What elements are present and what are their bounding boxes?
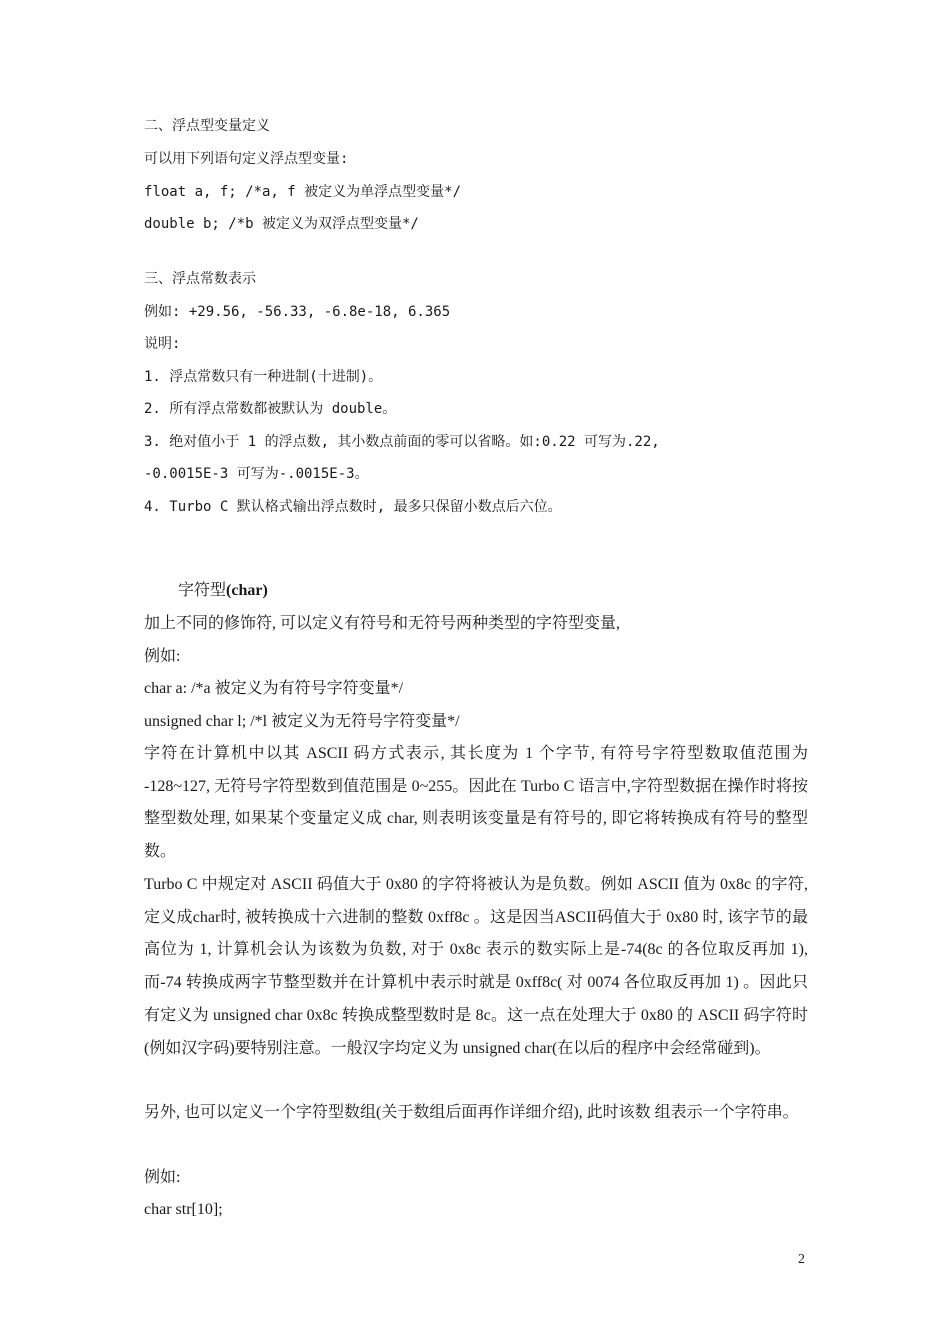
note-item-3-continued: -0.0015E-3 可写为-.0015E-3。 (144, 466, 369, 482)
float-constants-example: 例如: +29.56, -56.33, -6.8e-18, 6.365 (144, 304, 451, 320)
float-intro-text: 可以用下列语句定义浮点型变量: (144, 151, 349, 167)
code-line-char: char a: /*a 被定义为有符号字符变量*/ (144, 680, 404, 697)
note-item-1: 1. 浮点常数只有一种进制(十进制)。 (144, 369, 383, 385)
char-heading-keyword: (char) (226, 582, 268, 599)
note-item-3: 3. 绝对值小于 1 的浮点数, 其小数点前面的零可以省略。如:0.22 可写为.22, (144, 434, 660, 450)
char-example-label-2: 例如: (144, 1169, 181, 1186)
notes-label: 说明: (144, 336, 181, 352)
char-paragraph-ascii: 字符在计算机中以其 ASCII 码方式表示, 其长度为 1 个字节, 有符号字符型数取值范围为 -128~127, 无符号字符型数到值范围是 0~255。因此在 Turbo C 语言中,字符型数据在操作时将按整型数处理, 如果某个变量定义成 char, 则表明该变量是有符号的, 即它将转换成有符号的整型数。 (144, 745, 808, 861)
char-example-label: 例如: (144, 648, 181, 665)
char-paragraph-negative: Turbo C 中规定对 ASCII 码值大于 0x80 的字符将被认为是负数。例如 ASCII 值为 0x8c 的字符, 定义成char时, 被转换成十六进制的整数 0xff8c 。这是因当ASCII码值大于 0x80 时, 该字节的最高位为 1, 计算机会认为该数为负数, 对于 0x8c 表示的数实际上是-74(8c 的各位取反再加 1), 而-74 转换成两字节整型数并在计算机中表示时就是 0xff8c( 对 0074 各位取反再加 1) 。因此只有定义为 unsigned char 0x8c 转换成整型数时是 8c。这一点在处理大于 0x80 的 ASCII 码字符时(例如汉字码)要特别注意。一般汉字均定义为 unsigned char(在以后的程序中会经常碰到)。 (144, 876, 808, 1057)
code-line-unsigned-char: unsigned char l; /*l 被定义为无符号字符变量*/ (144, 713, 460, 730)
section-heading-char (178, 581, 268, 601)
code-line-float: float a, f; /*a, f 被定义为单浮点型变量*/ (144, 184, 462, 200)
code-line-char-array: char str[10]; (144, 1201, 223, 1218)
code-line-double: double b; /*b 被定义为双浮点型变量*/ (144, 216, 419, 232)
char-intro-text: 加上不同的修饰符, 可以定义有符号和无符号两种类型的字符型变量, (144, 615, 621, 632)
char-paragraph-array: 另外, 也可以定义一个字符型数组(关于数组后面再作详细介绍), 此时该数 组表示一个字符串。 (144, 1104, 799, 1121)
note-item-4: 4. Turbo C 默认格式输出浮点数时, 最多只保留小数点后六位。 (144, 499, 562, 515)
page-number: 2 (798, 1252, 805, 1267)
note-item-2: 2. 所有浮点常数都被默认为 double。 (144, 401, 397, 417)
section-heading-float-variables: 二、浮点型变量定义 (144, 118, 270, 134)
section-heading-float-constants: 三、浮点常数表示 (144, 271, 256, 287)
char-heading-text: 字符型 (178, 582, 227, 599)
